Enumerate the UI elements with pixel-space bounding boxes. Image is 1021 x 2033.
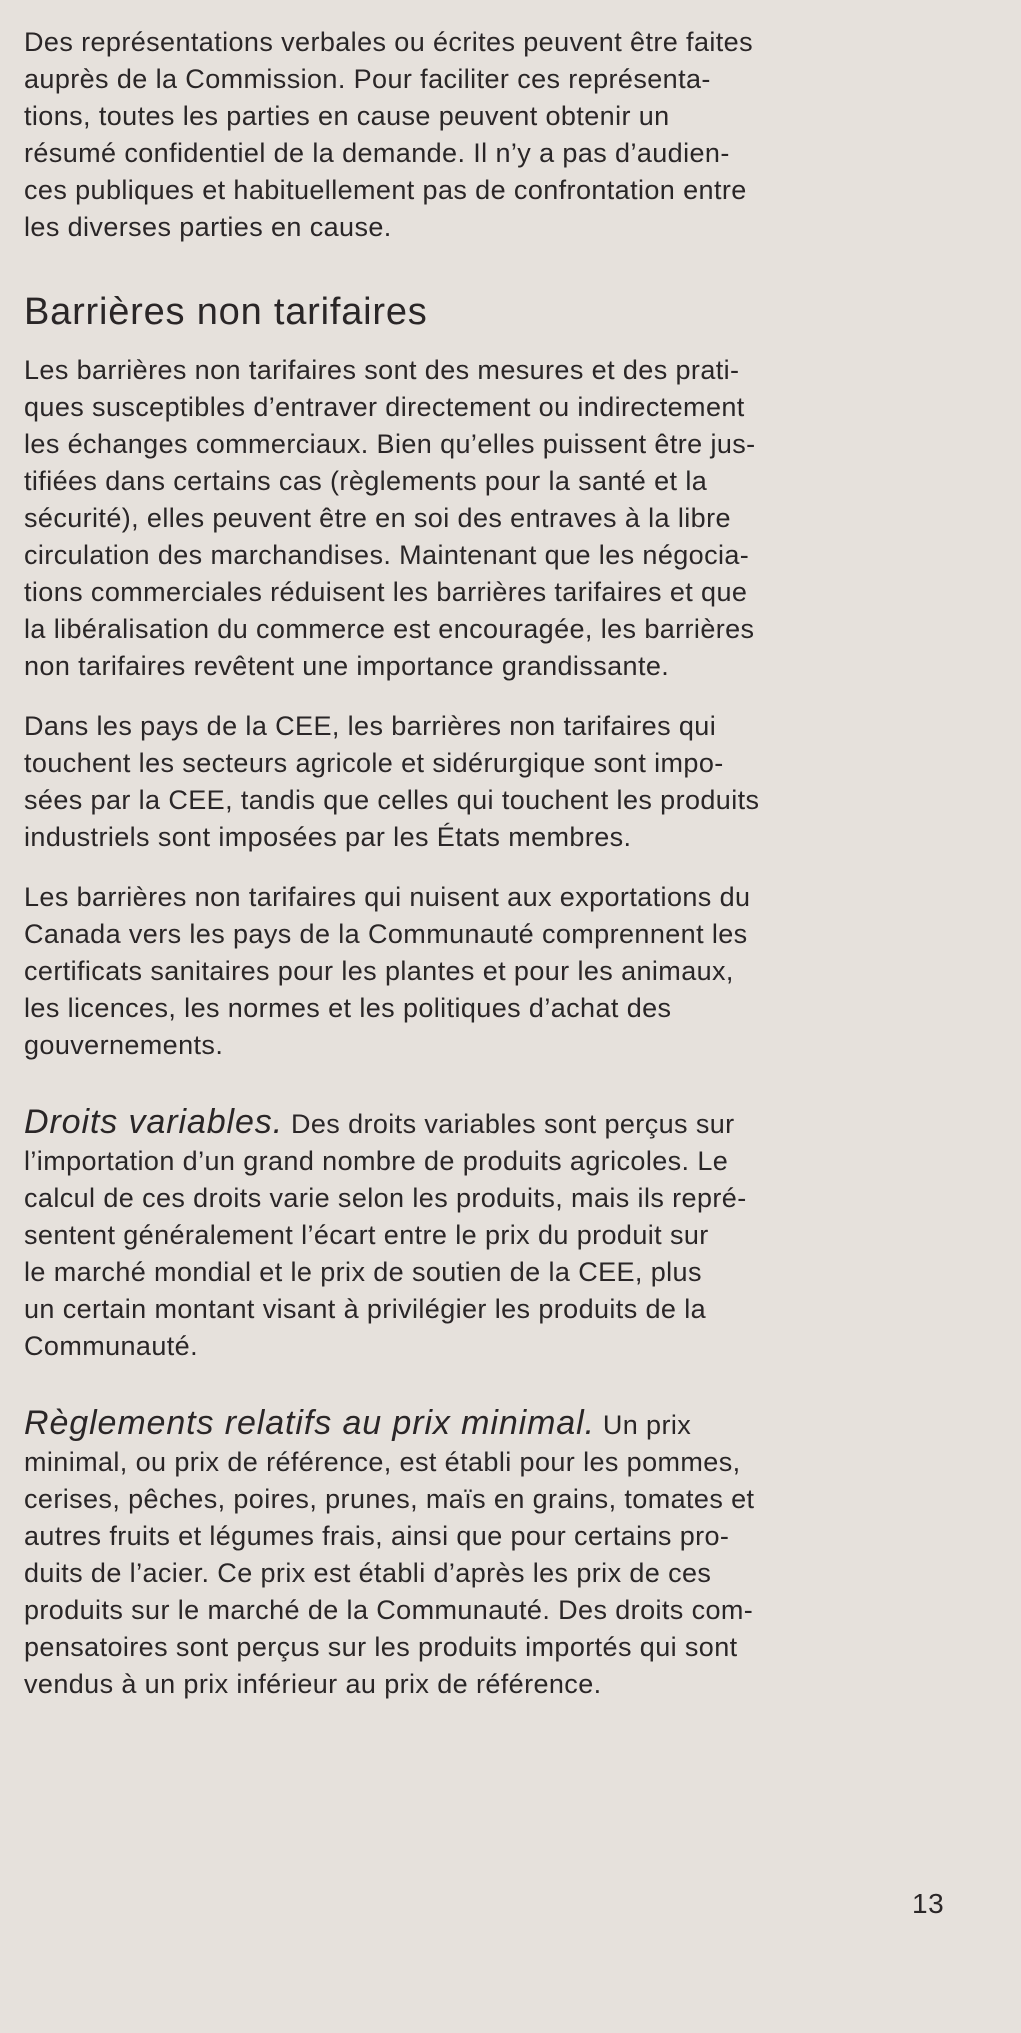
subsection-lead: Règlements relatifs au prix minimal. [24,1404,595,1442]
subsection-lead: Droits variables. [24,1103,284,1141]
document-page [24,24,954,1703]
paragraph-canada-exports: Les barrières non tarifaires qui nuisent aux exportations du Canada vers les pays de la Communauté comprennent les certificats sanitaires pour les plantes et pour les animaux, les licences, les normes et les politiques d’achat des gouvernements. [24,882,751,1060]
section-heading: Barrières non tarifaires [24,291,428,333]
subsection-minimum-price [24,1405,954,1703]
paragraph-cee-countries: Dans les pays de la CEE, les barrières non tarifaires qui touchent les secteurs agricole et sidérurgique sont impo- sées par la CEE, tandis que celles qui touchent les produits industriels sont imposées par les États membres. [24,711,760,852]
subsection-text: Un prix minimal, ou prix de référence, est établi pour les pommes, cerises, pêches, poires, prunes, maïs en grains, tomates et autres fruits et légumes frais, ainsi que pour certains pro- duits de l’acier. Ce prix est établi d’après les prix de ces produits sur le marché de la Communauté. Des droits com- pensatoires sont perçus sur les produits importés qui sont vendus à un prix inférieur au prix de référence. [24,1410,755,1699]
page-number: 13 [912,1888,945,1919]
subsection-variable-duties [24,1104,954,1365]
subsection-text: Des droits variables sont perçus sur l’importation d’un grand nombre de produits agricoles. Le calcul de ces droits varie selon les produits, mais ils repré- sentent généralement l’écart entre le prix du produit sur le marché mondial et le prix de soutien de la CEE, plus un certain montant visant à privilégier les produits de la Communauté. [24,1109,747,1361]
intro-paragraph: Des représentations verbales ou écrites peuvent être faites auprès de la Commission. Pour faciliter ces représenta- tions, toutes les parties en cause peuvent obtenir un résumé confidentiel de la demande. Il n’y a pas d’audien- ces publiques et habituellement pas de confrontation entre les diverses parties en cause. [24,27,753,242]
paragraph-definition: Les barrières non tarifaires sont des mesures et des prati- ques susceptibles d’entraver directement ou indirectement les échanges commerciaux. Bien qu’elles puissent être jus- tifiées dans certains cas (règlements pour la santé et la sécurité), elles peuvent être en soi des entraves à la libre circulation des marchandises. Maintenant que les négocia- tions commerciales réduisent les barrières tarifaires et que la libéralisation du commerce est encouragée, les barrières non tarifaires revêtent une importance grandissante. [24,355,756,681]
